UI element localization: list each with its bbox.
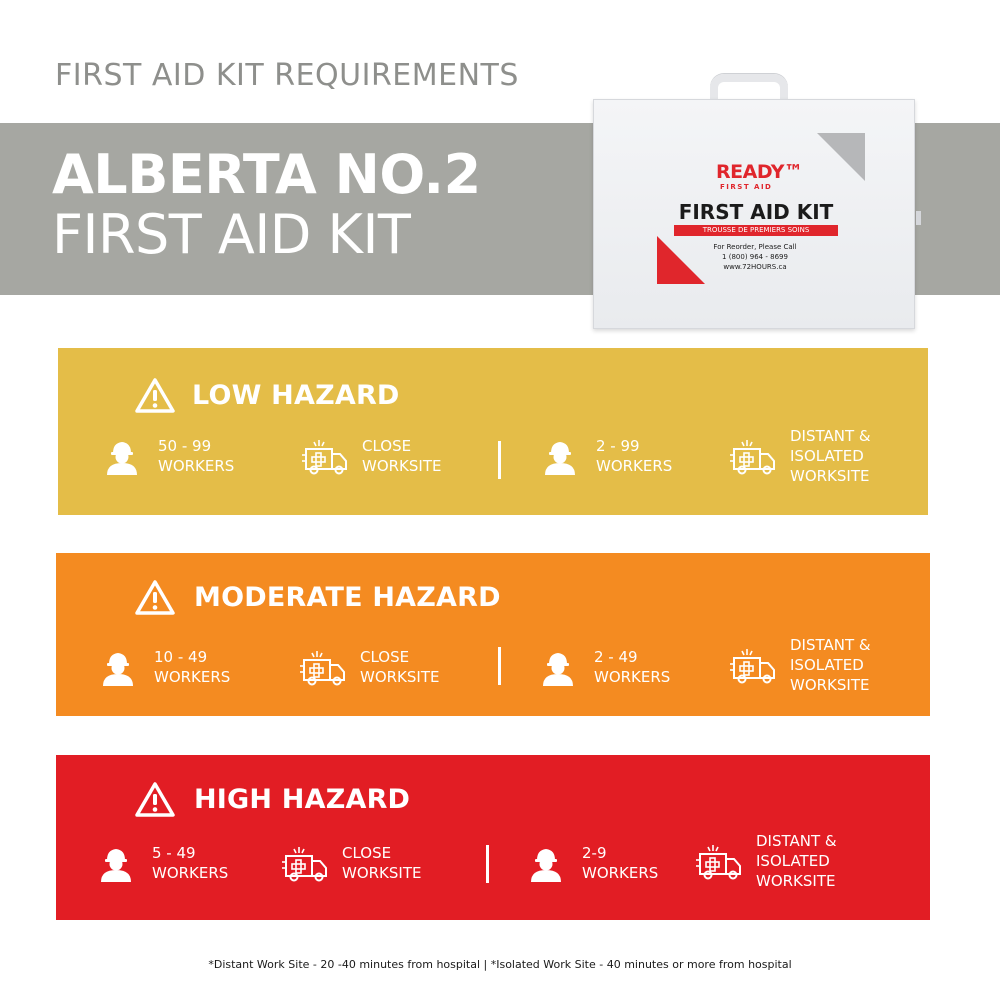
- mod-distant-worksite-text: DISTANT & ISOLATED WORKSITE: [790, 636, 871, 694]
- high-workers-close-text: 5 - 49 WORKERS: [152, 844, 229, 882]
- low-item-workers-close: [98, 436, 234, 476]
- high-hazard-panel: [56, 755, 930, 920]
- high-item-close-worksite: [282, 843, 421, 883]
- divider: [498, 647, 501, 685]
- ambulance-icon: [282, 844, 330, 882]
- footnote: *Distant Work Site - 20 -40 minutes from hospital | *Isolated Work Site - 40 minutes or more from hospital: [208, 958, 792, 971]
- divider: [486, 845, 489, 883]
- banner-title-line2: FIRST AID KIT: [52, 203, 411, 266]
- low-hazard-title: LOW HAZARD: [192, 380, 400, 411]
- kit-brand-sub: FIRST AID: [720, 183, 773, 191]
- warning-icon: [134, 781, 176, 819]
- low-hazard-panel: [58, 348, 928, 515]
- high-item-distant-worksite: [696, 831, 837, 891]
- warning-icon: [134, 377, 176, 415]
- mod-item-workers-close: [94, 647, 230, 687]
- low-item-distant-worksite: [730, 426, 871, 486]
- kit-corner-red: [657, 236, 705, 284]
- ambulance-icon: [302, 437, 350, 475]
- low-item-workers-distant: [536, 436, 672, 476]
- mod-item-close-worksite: [300, 647, 439, 687]
- mod-item-distant-worksite: [730, 635, 871, 695]
- ambulance-icon: [696, 842, 744, 880]
- mod-workers-close-text: 10 - 49 WORKERS: [154, 648, 231, 686]
- high-hazard-title: HIGH HAZARD: [194, 784, 411, 815]
- kit-latch: [916, 211, 921, 225]
- low-workers-close-text: 50 - 99 WORKERS: [158, 437, 235, 475]
- worker-icon: [98, 437, 146, 475]
- high-distant-worksite-text: DISTANT & ISOLATED WORKSITE: [756, 832, 837, 890]
- high-close-worksite-text: CLOSE WORKSITE: [342, 844, 422, 882]
- warning-icon: [134, 579, 176, 617]
- low-distant-worksite-text: DISTANT & ISOLATED WORKSITE: [790, 427, 871, 485]
- low-close-worksite-text: CLOSE WORKSITE: [362, 437, 442, 475]
- high-item-workers-distant: [522, 843, 658, 883]
- low-item-close-worksite: [302, 436, 441, 476]
- mod-workers-distant-text: 2 - 49 WORKERS: [594, 648, 671, 686]
- requirements-heading: FIRST AID KIT REQUIREMENTS: [55, 58, 519, 93]
- kit-brand-logo: READY™: [716, 161, 803, 183]
- mod-close-worksite-text: CLOSE WORKSITE: [360, 648, 440, 686]
- moderate-hazard-title: MODERATE HAZARD: [194, 582, 501, 613]
- worker-icon: [94, 648, 142, 686]
- kit-corner-gray: [817, 133, 865, 181]
- banner-title-line1: ALBERTA NO.2: [52, 143, 481, 206]
- high-item-workers-close: [92, 843, 228, 883]
- high-workers-distant-text: 2-9 WORKERS: [582, 844, 659, 882]
- worker-icon: [92, 844, 140, 882]
- ambulance-icon: [730, 437, 778, 475]
- ambulance-icon: [300, 648, 348, 686]
- worker-icon: [534, 648, 582, 686]
- moderate-hazard-panel: [56, 553, 930, 716]
- kit-label-subtitle: TROUSSE DE PREMIERS SOINS: [674, 225, 838, 236]
- ambulance-icon: [730, 646, 778, 684]
- worker-icon: [522, 844, 570, 882]
- kit-reorder-info: For Reorder, Please Call 1 (800) 964 - 8699 www.72HOURS.ca: [713, 243, 797, 271]
- low-workers-distant-text: 2 - 99 WORKERS: [596, 437, 673, 475]
- divider: [498, 441, 501, 479]
- mod-item-workers-distant: [534, 647, 670, 687]
- kit-label-title: FIRST AID KIT: [678, 200, 834, 224]
- worker-icon: [536, 437, 584, 475]
